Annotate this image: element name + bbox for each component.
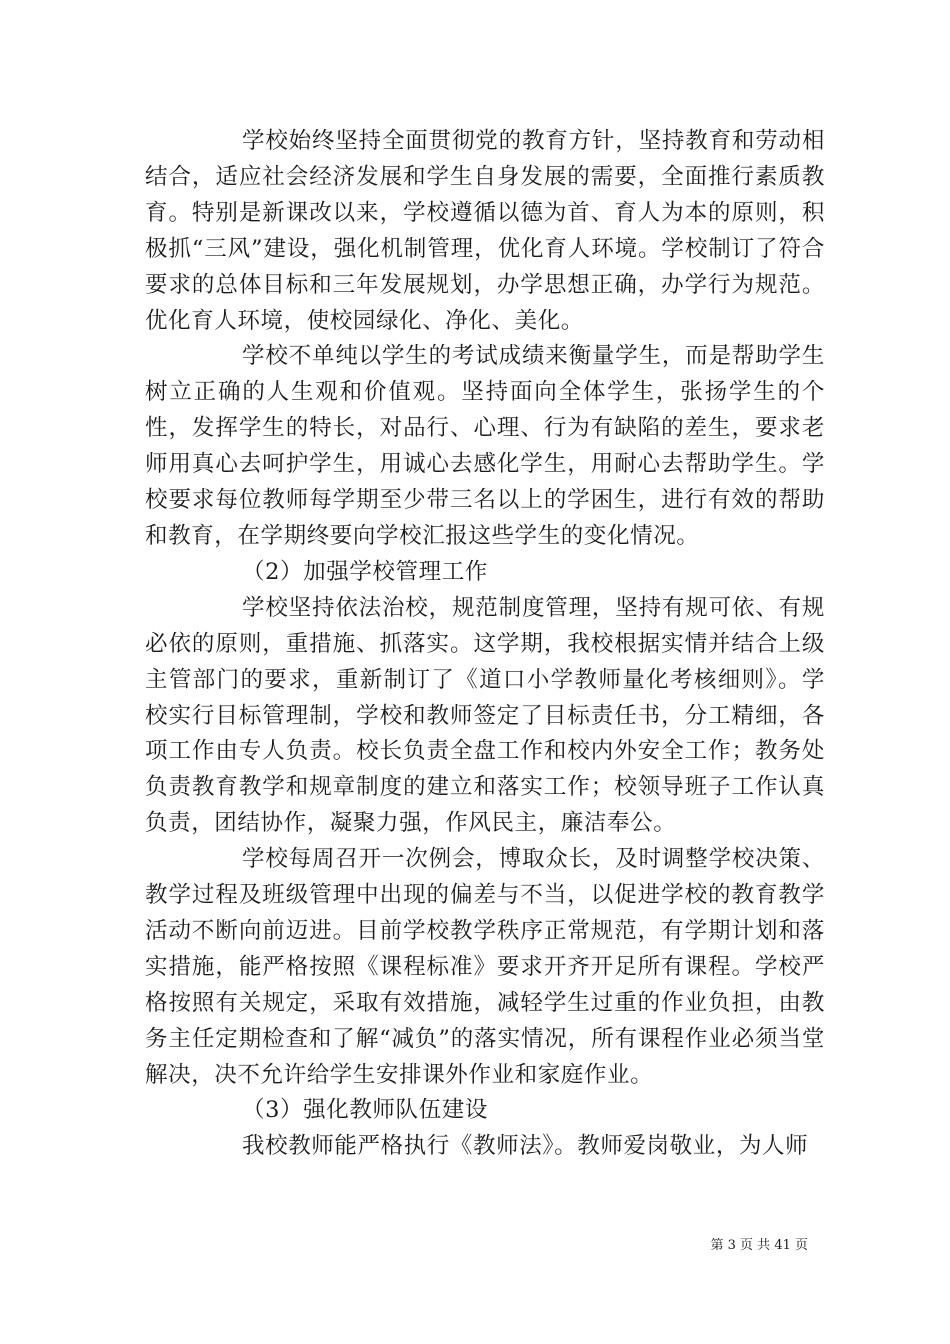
paragraph: 学校始终坚持全面贯彻党的教育方针，坚持教育和劳动相结合，适应社会经济发展和学生自身发展的需要，全面推行素质教育。特别是新课改以来，学校遵循以德为首、育人为本的原则，积极抓“三风”建设，强化机制管理，优化育人环境。学校制订了符合要求的总体目标和三年发展规划，办学思想正确，办学行为规范。优化育人环境，使校园绿化、净化、美化。	[145, 128, 825, 334]
section-heading: （3）强化教师队伍建设	[242, 1097, 488, 1124]
paragraph: 我校教师能严格执行《教师法》。教师爱岗敬业，为人师	[242, 1133, 809, 1160]
document-body	[145, 124, 825, 1165]
paragraph: 学校每周召开一次例会，博取众长，及时调整学校决策、教学过程及班级管理中出现的偏差与不当，以促进学校的教育教学活动不断向前迈进。目前学校教学秩序正常规范，有学期计划和落实措施，能严格按照《课程标准》要求开齐开足所有课程。学校严格按照有关规定，采取有效措施，减轻学生过重的作业负担，由教务主任定期检查和了解“减负”的落实情况，所有课程作业必须当堂解决，决不允许给学生安排课外作业和家庭作业。	[145, 846, 825, 1088]
paragraph: 学校坚持依法治校，规范制度管理，坚持有规可依、有规必依的原则，重措施、抓落实。这学期，我校根据实情并结合上级主管部门的要求，重新制订了《道口小学教师量化考核细则》。学校实行目标管理制，学校和教师签定了目标责任书，分工精细，各项工作由专人负责。校长负责全盘工作和校内外安全工作；教务处负责教育教学和规章制度的建立和落实工作；校领导班子工作认真负责，团结协作，凝聚力强，作风民主，廉洁奉公。	[145, 594, 825, 837]
paragraph: 学校不单纯以学生的考试成绩来衡量学生，而是帮助学生树立正确的人生观和价值观。坚持面向全体学生，张扬学生的个性，发挥学生的特长，对品行、心理、行为有缺陷的差生，要求老师用真心去呵护学生，用诚心去感化学生，用耐心去帮助学生。学校要求每位教师每学期至少带三名以上的学困生，进行有效的帮助和教育，在学期终要向学校汇报这些学生的变化情况。	[145, 343, 825, 549]
section-heading: （2）加强学校管理工作	[242, 558, 488, 585]
page-number-footer: 第 3 页 共 41 页	[710, 1238, 808, 1253]
